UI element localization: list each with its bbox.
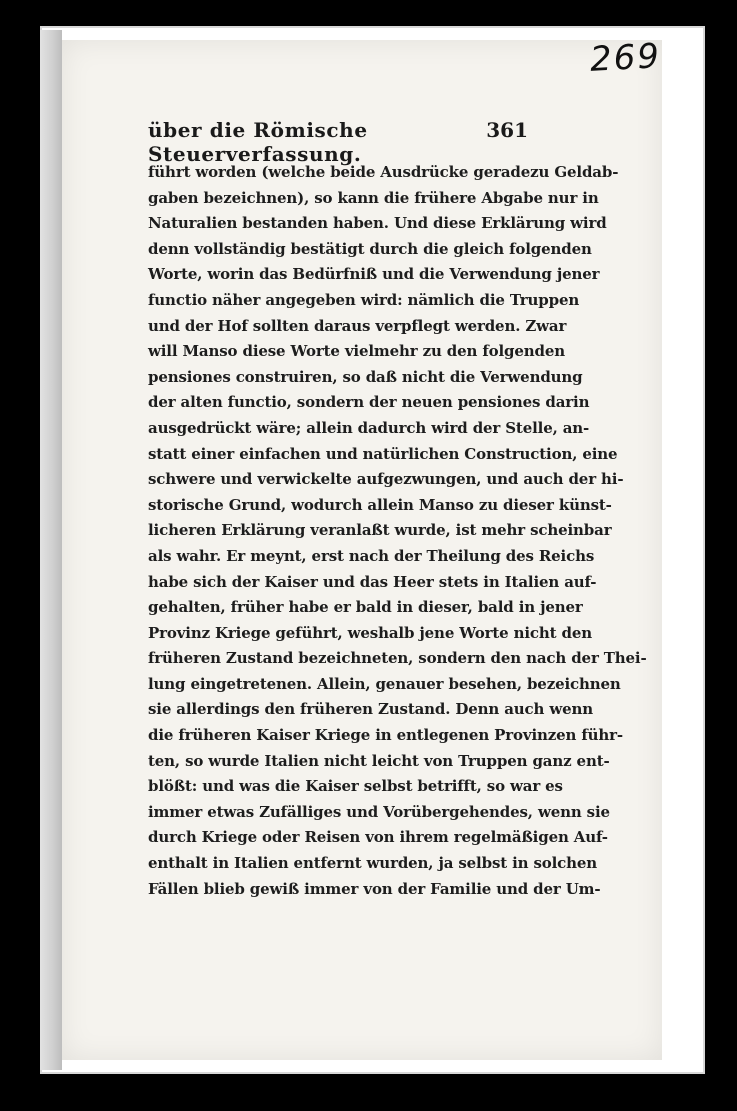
text-line: und der Hof sollten daraus verpflegt werden. Zwar xyxy=(148,316,567,335)
text-line: gaben bezeichnen), so kann die frühere Abgabe nur in xyxy=(148,188,599,207)
text-line: als wahr. Er meynt, erst nach der Theilung des Reichs xyxy=(148,546,595,565)
running-header xyxy=(148,118,528,166)
text-line: Provinz Kriege geführt, weshalb jene Worte nicht den xyxy=(148,623,592,642)
page-binding-shadow xyxy=(40,30,62,1070)
text-line: Naturalien bestanden haben. Und diese Erklärung wird xyxy=(148,214,607,233)
text-line: sie allerdings den früheren Zustand. Denn auch wenn xyxy=(148,700,594,719)
text-line: enthalt in Italien entfernt wurden, ja selbst in solchen xyxy=(148,854,598,873)
text-line: ausgedrückt wäre; allein dadurch wird der Stelle, an- xyxy=(148,418,590,437)
text-line: der alten functio, sondern der neuen pensiones darin xyxy=(148,393,590,412)
text-line: Fällen blieb gewiß immer von der Familie und der Um- xyxy=(148,879,601,898)
text-line: immer etwas Zufälliges und Vorübergehendes, wenn sie xyxy=(148,802,610,821)
text-line: functio näher angegeben wird: nämlich die Truppen xyxy=(148,290,580,309)
text-line: denn vollständig bestätigt durch die gleich folgenden xyxy=(148,239,592,258)
text-line: pensiones construiren, so daß nicht die Verwendung xyxy=(148,367,583,386)
text-line: durch Kriege oder Reisen von ihrem regelmäßigen Auf- xyxy=(148,828,608,847)
text-line: schwere und verwickelte aufgezwungen, und auch der hi- xyxy=(148,470,624,489)
archive-page-mark: 269 xyxy=(589,36,662,80)
text-line: früheren Zustand bezeichneten, sondern den nach der Thei- xyxy=(148,649,647,668)
text-line: statt einer einfachen und natürlichen Construction, eine xyxy=(148,444,618,463)
text-line: gehalten, früher habe er bald in dieser, bald in jener xyxy=(148,598,583,617)
text-line: ten, so wurde Italien nicht leicht von Truppen ganz ent- xyxy=(148,751,610,770)
text-line: Worte, worin das Bedürfniß und die Verwendung jener xyxy=(148,265,600,284)
text-line: storische Grund, wodurch allein Manso zu dieser künst- xyxy=(148,495,612,514)
text-line: licheren Erklärung veranlaßt wurde, ist mehr scheinbar xyxy=(148,521,612,540)
text-line: lung eingetretenen. Allein, genauer besehen, bezeichnen xyxy=(148,674,621,693)
text-line: führt worden (welche beide Ausdrücke geradezu Geldab- xyxy=(148,163,619,181)
page-number: 361 xyxy=(486,118,528,142)
text-line: blößt: und was die Kaiser selbst betrifft, so war es xyxy=(148,777,563,796)
body-text xyxy=(148,160,647,902)
text-line: habe sich der Kaiser und das Heer stets in Italien auf- xyxy=(148,572,597,591)
running-title: über die Römische Steuerverfassung. xyxy=(148,118,368,166)
text-line: die früheren Kaiser Kriege in entlegenen Provinzen führ- xyxy=(148,726,623,745)
text-line: will Manso diese Worte vielmehr zu den folgenden xyxy=(148,342,566,361)
